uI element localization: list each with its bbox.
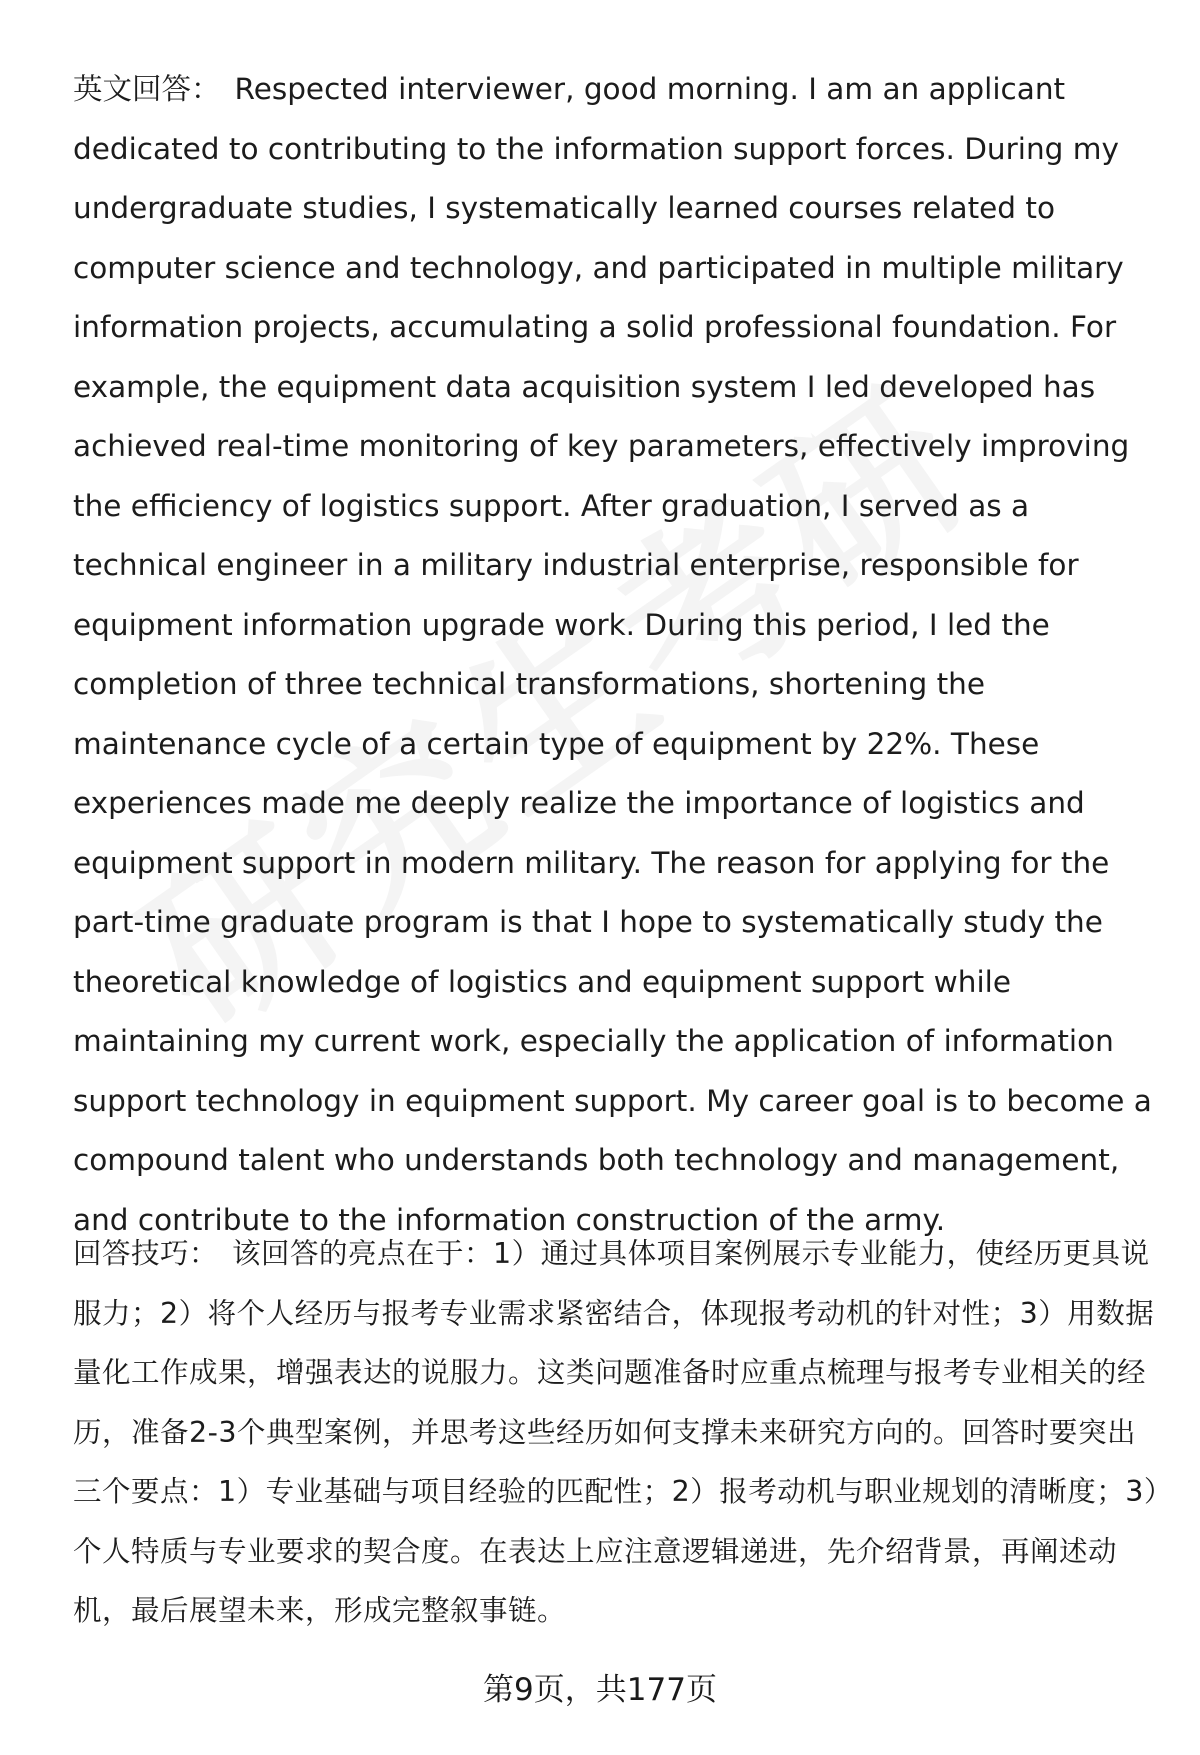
- answer-tips-text: 该回答的亮点在于：1）通过具体项目案例展示专业能力，使经历更具说服力；2）将个人经历与报考专业需求紧密结合，体现报考动机的针对性；3）用数据量化工作成果，增强表达的说服力。这类问题准备时应重点梳理与报考专业相关的经历，准备2-3个典型案例，并思考这些经历如何支撑未来研究方向的。回答时要突出三个要点：1）专业基础与项目经验的匹配性；2）报考动机与职业规划的清晰度；3）个人特质与专业要求的契合度。在表达上应注意逻辑递进，先介绍背景，再阐述动机，最后展望未来，形成完整叙事链。: [73, 1237, 1159, 1627]
- english-answer-paragraph: [73, 60, 1163, 1250]
- answer-tips-paragraph: [73, 1224, 1163, 1641]
- english-answer-text: Respected interviewer, good morning. I am an applicant dedicated to contributing to the information support forces. During my undergraduate studies, I systematically learned courses related to computer science and technology, and participated in multiple military information projects, accumulating a solid professional foundation. For example, the equipment data acquisition system I led developed has achieved real-time monitoring of key parameters, effectively improving the efficiency of logistics support. After graduation, I served as a technical engineer in a military industrial enterprise, responsible for equipment information upgrade work. During this period, I led the completion of three technical transformations, shortening the maintenance cycle of a certain type of equipment by 22%. These experiences made me deeply realize the importance of logistics and equipment support in modern military. The reason for applying for the part-time graduate program is that I hope to systematically study the theoretical knowledge of logistics and equipment support while maintaining my current work, especially the application of information support technology in equipment support. My career goal is to become a compound talent who understands both technology and management, and contribute to the information construction of the army.: [73, 72, 1152, 1237]
- page-number: 第9页，共177页: [483, 1672, 717, 1708]
- answer-tips-label: 回答技巧：: [73, 1237, 219, 1270]
- english-answer-label: 英文回答：: [73, 72, 221, 106]
